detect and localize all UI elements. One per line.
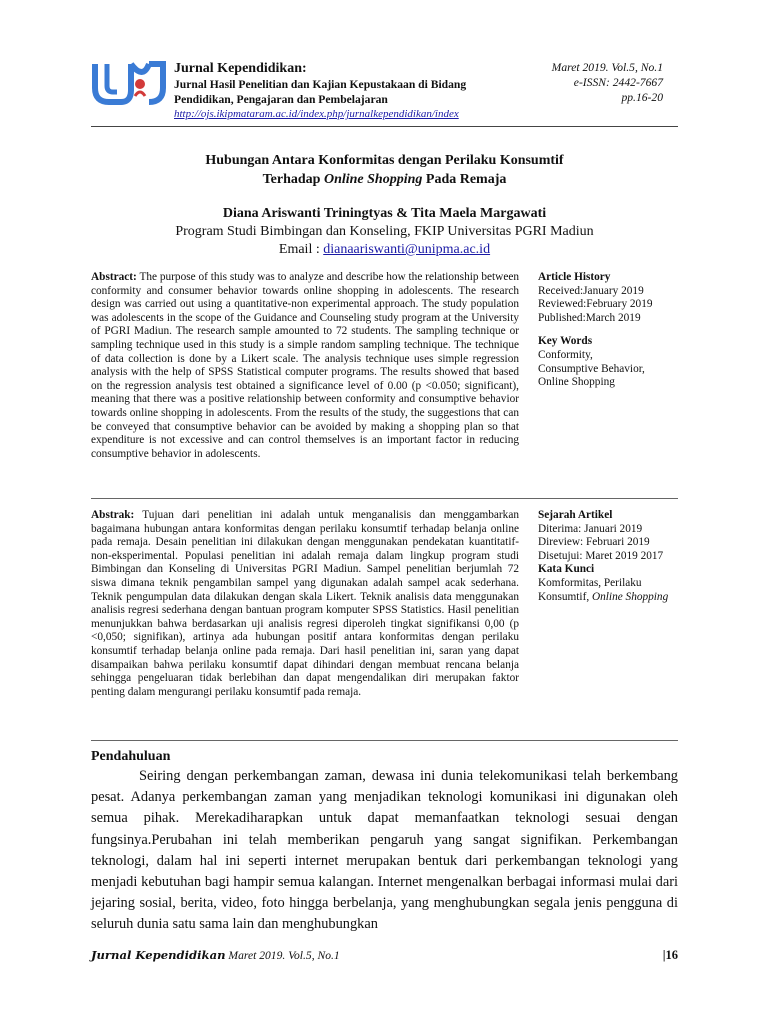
abstract-english [91, 271, 519, 461]
sejarah-diterima: Diterima: Januari 2019 [538, 522, 643, 535]
footer-journal: Jurnal Kependidikan [91, 948, 226, 962]
keywords-heading: Key Words [538, 335, 593, 348]
email-label: Email : [278, 242, 324, 257]
article-history-id [538, 509, 678, 604]
author-affiliation: Program Studi Bimbingan dan Konseling, FKIP Universitas PGRI Madiun [175, 224, 594, 239]
sejarah-heading: Sejarah Artikel [538, 509, 613, 521]
abstract-text: The purpose of this study was to analyze and describe how the relationship between conformity and consumer behavior towards online shopping in adolescents. The research design was carried out using a quantitative-non experimental approach. The study population was adolescents in the scope of the Guidance and Counseling study program at the University of PGRI Madiun. The research sample amounted to 72 students. The sampling technique or sampling technique used in this study is a simple random sampling technique. The technique of data collection is done by a Likert scale. The analysis technique uses simple regression analysis with the help of SPSS Statistical computer programs. The results showed that based on the regression analysis test obtained a significance level of 0.00 (p <0.050; significant), meaning that there was a positive relationship between conformity and consumptive behavior towards online shopping in adolescents. From the results of the study, the suggestions that can be conveyed that consumptive behavior can be avoided by making a shopping plan so that expenditure is not excessive and can control themselves is an important factor in reducing consumptive behavior in adolescents. [91, 271, 519, 460]
page-range: pp.16-20 [621, 91, 663, 104]
abstract-end-divider [91, 740, 678, 741]
author-block [91, 205, 678, 259]
journal-title: Jurnal Kependidikan: [174, 61, 307, 76]
keywords-2: Consumptive Behavior, [538, 362, 645, 375]
issue-info [463, 60, 663, 105]
abstract-label: Abstract: [91, 271, 137, 283]
title-line-2 [91, 170, 678, 189]
keywords-3: Online Shopping [538, 376, 615, 389]
title-post: Pada Remaja [422, 172, 507, 187]
kata-kunci-list [538, 577, 678, 604]
page-number: |16 [662, 948, 678, 962]
sejarah-disetujui: Disetujui: Maret 2019 2017 [538, 549, 664, 562]
kata-kunci-heading: Kata Kunci [538, 563, 595, 576]
title-italic: Online Shopping [323, 172, 423, 187]
abstract-divider [91, 498, 678, 499]
header-divider [91, 126, 678, 127]
journal-subtitle-2: Pendidikan, Pengajaran dan Pembelajaran [174, 93, 388, 106]
title-pre: Terhadap [262, 172, 324, 187]
history-published: Published:March 2019 [538, 311, 641, 324]
abstrak-label: Abstrak: [91, 509, 135, 521]
article-history-en [538, 271, 678, 390]
history-reviewed: Reviewed:February 2019 [538, 298, 653, 311]
history-received: Received:January 2019 [538, 284, 644, 297]
article-title [91, 151, 678, 189]
section-heading-pendahuluan: Pendahuluan [91, 749, 171, 764]
page-footer [91, 948, 678, 962]
author-email-link[interactable]: dianaariswanti@unipma.ac.id [323, 242, 491, 257]
kata-kunci-2: Online Shopping [591, 590, 669, 603]
abstract-indonesian [91, 509, 519, 699]
sejarah-direview: Direview: Februari 2019 [538, 536, 650, 549]
eissn: e-ISSN: 2442-7667 [573, 76, 663, 89]
journal-logo-icon [91, 58, 167, 108]
intro-paragraph: Seiring dengan perkembangan zaman, dewasa ini dunia telekomunikasi telah berkembang pesat. Adanya perkembangan zaman yang menjadikan teknologi komunikasi ini digunakan oleh semua pihak. Merekadiharapkan untuk dapat memanfaatkan teknologi sesuai dengan fungsinya.Perubahan ini telah memberikan pengaruh yang sangat signifikan. Perkembangan teknologi, dalam hal ini seperti internet merupakan bentuk dari perkembangan teknologi yang menjadi kebutuhan bagi hampir semua kalangan. Internet mengenalkan berbagai informasi mulai dari jejaring sosial, berita, video, foto hingga berbelanja, yang menghubungkan segala jenis pengguna di seluruh dunia satu sama lain dan menghubungkan [91, 768, 678, 933]
journal-url-link[interactable]: http://ojs.ikipmataram.ac.id/index.php/jurnalkependidikan/index [174, 108, 459, 120]
journal-subtitle-1: Jurnal Hasil Penelitian dan Kajian Kepustakaan di Bidang [174, 78, 467, 91]
author-email-line [91, 241, 678, 259]
history-heading: Article History [538, 271, 611, 283]
issue-date: Maret 2019. Vol.5, No.1 [551, 61, 663, 74]
footer-issue: Maret 2019. Vol.5, No.1 [225, 949, 340, 962]
keywords-1: Conformity, [538, 348, 593, 361]
kata-kunci-1: Komformitas, Perilaku Konsumtif, [538, 576, 642, 603]
author-names: Diana Ariswanti Triningtyas & Tita Maela Margawati [222, 206, 547, 221]
abstrak-text: Tujuan dari penelitian ini adalah untuk menganalisis dan menggambarkan bagaimana hubungan antara konformitas dengan perilaku konsumtif terhadap belanja online pada remaja. Desain penelitian ini dilakukan dengan menggunakan pendekatan kuantitatif-non-eksperimental. Populasi penelitian ini adalah remaja dalam lingkup program studi Bimbingan dan Konseling di Universitas PGRI Madiun. Sampel penelitian berjumlah 72 siswa dimana teknik pengambilan sampel yang digunakan adalah sampel acak sederhana. Teknik pengumpulan data dilakukan dengan skala Likert. Teknik analisis data menggunakan analisis regresi sederhana dengan bantuan program komputer SPSS Statistics. Hasil penelitian menunjukkan bahwa berdasarkan uji analisis regresi diperoleh tingkat signifikansi 0,00 (p <0,050; signifikan), artinya ada hubungan positif antara konformitas dengan perilaku konsumtif terhadap belanja online pada remaja. Dari hasil penelitian ini, saran yang dapat disampaikan bahwa perilaku konsumtif dapat dihindari dengan membuat rencana belanja sehingga pengeluaran tidak berlebihan dan dapat mengendalikan diri merupakan faktor penting dalam mengurangi perilaku konsumtif pada remaja. [91, 509, 519, 698]
title-line-1: Hubungan Antara Konformitas dengan Perilaku Konsumtif [205, 153, 564, 168]
